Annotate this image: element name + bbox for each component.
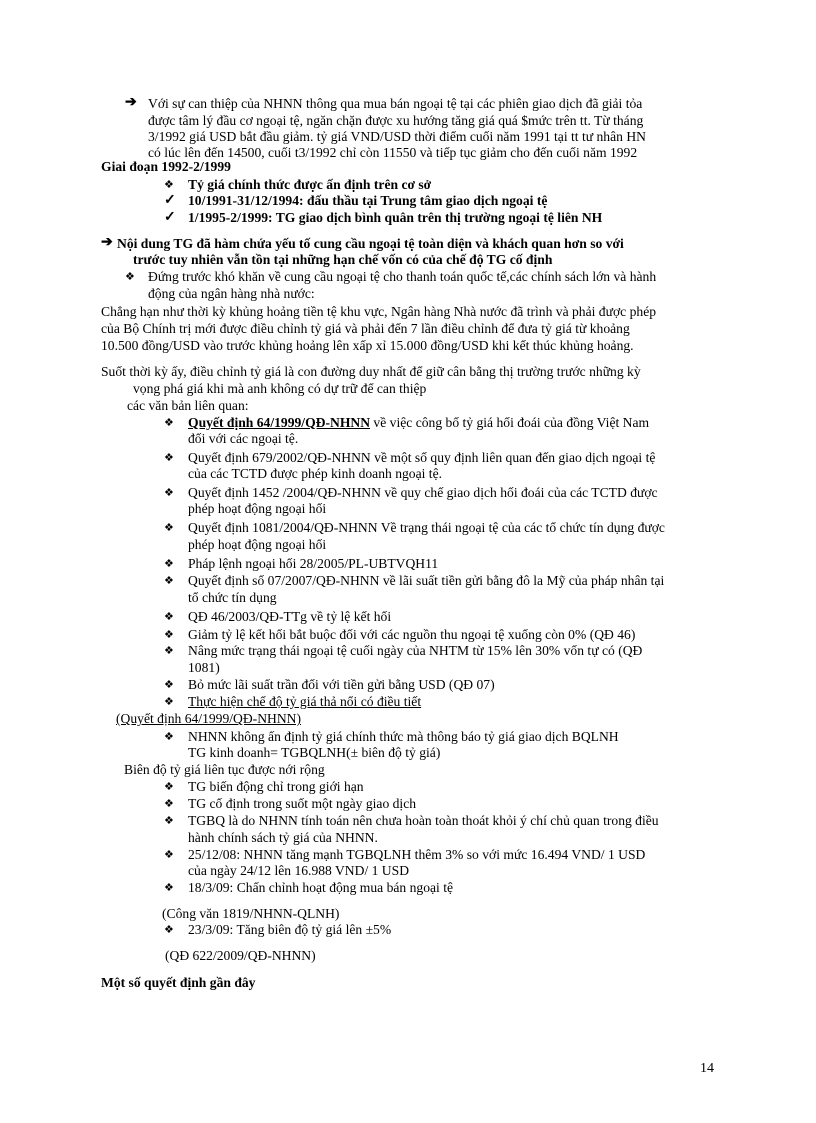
doc-item-cont: tổ chức tín dụng (188, 590, 277, 605)
diamond-bullet-icon: ❖ (164, 522, 174, 534)
doc-item: Quyết định 1452 /2004/QĐ-NHNN về quy chế giao dịch hối đoái của các TCTD được (188, 485, 658, 500)
diamond-bullet-icon: ❖ (164, 696, 174, 708)
recent-heading: Một số quyết định gần đây (101, 975, 256, 990)
doc-item: Bỏ mức lãi suất trần đối với tiền gửi bằng USD (QĐ 07) (188, 677, 495, 692)
doc-item: QĐ 46/2003/QĐ-TTg về tỷ lệ kết hối (188, 609, 392, 624)
band-item-cont: hành chính sách tỷ giá của NHNN. (188, 830, 378, 845)
diamond-bullet-icon: ❖ (164, 452, 174, 464)
nhnn-line: TG kinh doanh= TGBQLNH(± biên độ tỷ giá) (188, 745, 441, 760)
arrow-icon: ➔ (101, 235, 113, 250)
doc-item-cont: đối với các ngoại tệ. (188, 431, 299, 446)
band-item: TG cố định trong suốt một ngày giao dịch (188, 796, 417, 811)
checkmark-icon: ✓ (164, 210, 176, 225)
doc-item-cont: phép hoạt động ngoại hối (188, 537, 327, 552)
doc-item (188, 415, 649, 432)
doc-item-cont: phép hoạt động ngoại hối (188, 501, 327, 516)
reference-line: (QĐ 622/2009/QĐ-NHNN) (165, 948, 316, 963)
arrow-icon: ➔ (125, 95, 137, 110)
doc-item: Giảm tỷ lệ kết hối bắt buộc đối với các nguồn thu ngoại tệ xuống còn 0% (QĐ 46) (188, 627, 636, 642)
diamond-bullet-icon: ❖ (164, 645, 174, 657)
period-line: Suốt thời kỳ ấy, điều chỉnh tỷ giá là con đường duy nhất để giữ cân bằng thị trường trước những kỳ (101, 364, 641, 379)
diamond-bullet-icon: ❖ (164, 487, 174, 499)
paragraph-line: có lúc lên đến 14500, cuối t3/1992 chỉ còn 11550 và tiếp tục giảm cho đến cuối năm 1992 (148, 145, 638, 160)
page-number: 14 (700, 1061, 714, 1076)
diamond-bullet-icon: ❖ (164, 798, 174, 810)
diamond-bullet-icon: ❖ (164, 629, 174, 641)
band-label: Biên độ tỷ giá liên tục được nới rộng (124, 762, 325, 777)
band-item: 25/12/08: NHNN tăng mạnh TGBQLNH thêm 3% so với mức 16.494 VND/ 1 USD (188, 847, 646, 862)
reference-line: (Công văn 1819/NHNN-QLNH) (162, 906, 340, 921)
band-item-cont: của ngày 24/12 lên 16.988 VND/ 1 USD (188, 863, 410, 878)
diamond-bullet-icon: ❖ (164, 849, 174, 861)
facing-line: Đứng trước khó khăn về cung cầu ngoại tệ cho thanh toán quốc tế,các chính sách lớn và hành (148, 269, 657, 284)
check-item: 1/1995-2/1999: TG giao dịch bình quân trên thị trường ngoại tệ liên NH (188, 210, 603, 225)
paragraph-line: Với sự can thiệp của NHNN thông qua mua bán ngoại tệ tại các phiên giao dịch đã giải tỏa (148, 96, 643, 111)
diamond-bullet-icon: ❖ (164, 417, 174, 429)
nhnn-line: NHNN không ấn định tỷ giá chính thức mà thông báo tỷ giá giao dịch BQLNH (188, 729, 619, 744)
content-line: trước tuy nhiên vẫn tồn tại những hạn chế vốn có của chế độ TG cố định (133, 252, 553, 267)
paragraph-line: được tâm lý đầu cơ ngoại tệ, ngăn chặn được xu hướng tăng giá quá $mức trên tt. Từ tháng (148, 113, 644, 128)
crisis-line: 10.500 đồng/USD vào trước khủng hoảng lên xấp xỉ 15.000 đồng/USD khi kết thúc khủng hoảng. (101, 338, 634, 353)
doc-item: Pháp lệnh ngoại hối 28/2005/PL-UBTVQH11 (188, 556, 439, 571)
doc-item-cont: 1081) (188, 660, 220, 675)
content-line: Nội dung TG đã hàm chứa yếu tố cung cầu ngoại tệ toàn diện và khách quan hơn so với (117, 236, 624, 251)
doc-item: Quyết định 679/2002/QĐ-NHNN về một số quy định liên quan đến giao dịch ngoại tệ (188, 450, 656, 465)
doc-text: về việc công bố tỷ giá hối đoái của đồng Việt Nam (370, 415, 650, 430)
diamond-bullet-icon: ❖ (164, 781, 174, 793)
diamond-bullet-icon: ❖ (164, 882, 174, 894)
facing-line: động của ngân hàng nhà nước: (148, 286, 315, 301)
checkmark-icon: ✓ (164, 193, 176, 208)
doc-item: Quyết định 1081/2004/QĐ-NHNN Về trạng thái ngoại tệ của các tổ chức tín dụng được (188, 520, 665, 535)
check-item: 10/1991-31/12/1994: đấu thầu tại Trung tâm giao dịch ngoại tệ (188, 193, 548, 208)
official-rate-line: Tỷ giá chính thức được ấn định trên cơ sở (188, 177, 432, 192)
band-item: 23/3/09: Tăng biên độ tỷ giá lên ±5% (188, 922, 392, 937)
doc-item: Quyết định số 07/2007/QĐ-NHNN về lãi suất tiền gửi bằng đô la Mỹ của pháp nhân tại (188, 573, 665, 588)
doc-item: Nâng mức trạng thái ngoại tệ cuối ngày của NHTM từ 15% lên 30% vốn tự có (QĐ (188, 643, 643, 658)
docs-label: các văn bản liên quan: (127, 398, 249, 413)
diamond-bullet-icon: ❖ (164, 679, 174, 691)
diamond-bullet-icon: ❖ (164, 558, 174, 570)
diamond-bullet-icon: ❖ (164, 924, 174, 936)
band-item: TGBQ là do NHNN tính toán nên chưa hoàn toàn thoát khỏi ý chí chủ quan trong điều (188, 813, 659, 828)
crisis-line: Chẳng hạn như thời kỳ khủng hoảng tiền tệ khu vực, Ngân hàng Nhà nước đã trình và phải được phép (101, 304, 657, 319)
doc-item-cont: của các TCTD được phép kinh doanh ngoại tệ. (188, 466, 443, 481)
diamond-bullet-icon: ❖ (125, 271, 135, 283)
band-item: TG biến động chỉ trong giới hạn (188, 779, 364, 794)
section-heading: Giai đoạn 1992-2/1999 (101, 159, 231, 174)
diamond-bullet-icon: ❖ (164, 179, 174, 191)
paragraph-line: 3/1992 giá USD bắt đầu giảm. tỷ giá VND/USD thời điểm cuối năm 1991 tại tt tư nhân HN (148, 129, 646, 144)
crisis-line: của Bộ Chính trị mới được điều chỉnh tỷ giá và phải đến 7 lần điều chỉnh để đưa tỷ giá từ khoảng (101, 321, 630, 336)
doc-item: Thực hiện chế độ tỷ giá thả nổi có điều tiết (188, 694, 422, 709)
diamond-bullet-icon: ❖ (164, 815, 174, 827)
diamond-bullet-icon: ❖ (164, 731, 174, 743)
doc-title: Quyết định 64/1999/QĐ-NHNN (188, 415, 371, 430)
period-line: vọng phá giá khi mà anh không có dự trữ để can thiệp (133, 381, 427, 396)
band-item: 18/3/09: Chấn chỉnh hoạt động mua bán ngoại tệ (188, 880, 454, 895)
decision-ref: (Quyết định 64/1999/QĐ-NHNN) (116, 711, 302, 726)
diamond-bullet-icon: ❖ (164, 575, 174, 587)
diamond-bullet-icon: ❖ (164, 611, 174, 623)
